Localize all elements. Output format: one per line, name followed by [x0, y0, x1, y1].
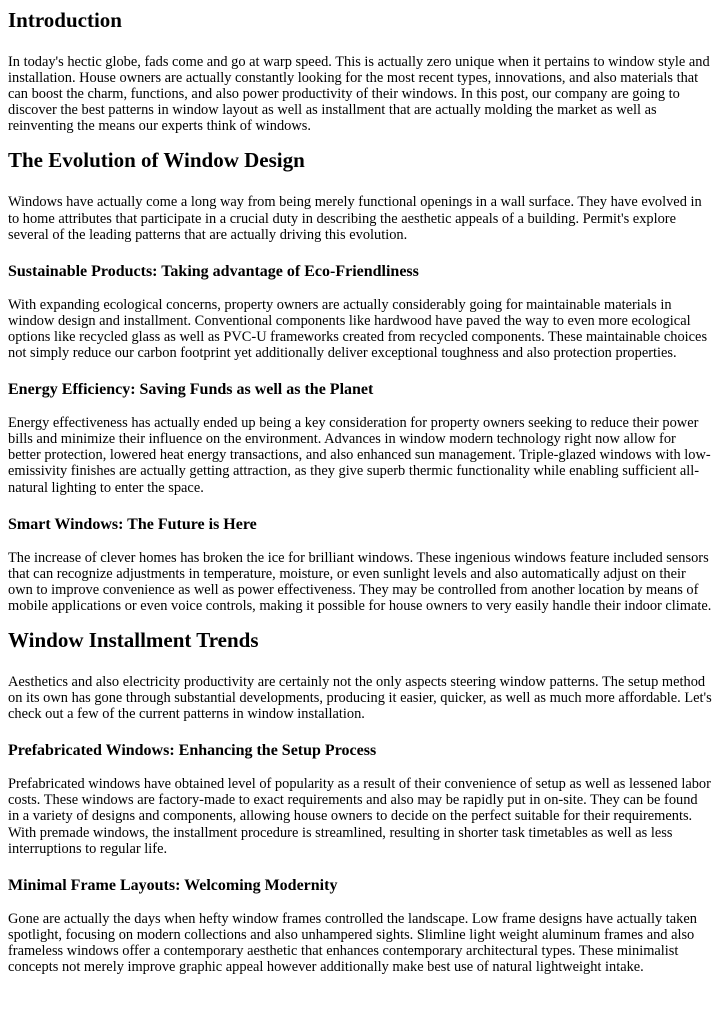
- subheading-prefabricated-windows: Prefabricated Windows: Enhancing the Setup Process: [8, 742, 377, 760]
- subheading-minimal-frame-layouts: Minimal Frame Layouts: Welcoming Modernity: [8, 876, 338, 894]
- paragraph-evolution-of-window-design: Windows have actually come a long way from being merely functional openings in a wall surface. They have evolved in to home attributes that participate in a crucial duty in describing the aesthetic appeals of a building. Permit's explore several of the leading patterns that are actually driving this evolution.: [8, 194, 702, 243]
- paragraph-smart-windows: The increase of clever homes has broken the ice for brilliant windows. These ingenious windows feature included sensors that can recognize adjustments in temperature, moisture, or even sunlight levels and also automatically adjust on their own to improve convenience as well as power effectiveness. They may be controlled from another location by means of mobile applications or even voice controls, making it possible for house owners to very easily handle their indoor climate.: [8, 549, 712, 614]
- paragraph-minimal-frame-layouts: Gone are actually the days when hefty window frames controlled the landscape. Low frame designs have actually taken spotlight, focusing on modern collections and also unhampered sights. Slimline light weight aluminum frames and also frameless windows offer a contemporary aesthetic that enhances contemporary architectural types. These minimalist concepts not merely improve graphic appeal however additionally make best use of natural lightweight intake.: [8, 910, 697, 975]
- heading-introduction: Introduction: [8, 8, 122, 32]
- subheading-smart-windows: Smart Windows: The Future is Here: [8, 515, 257, 533]
- paragraph-window-installment-trends: Aesthetics and also electricity productivity are certainly not the only aspects steering window patterns. The setup method on its own has gone through substantial developments, producing it easier, quicker, as well as much more affordable. Let's check out a few of the current patterns in window installation.: [8, 673, 712, 723]
- paragraph-prefabricated-windows: Prefabricated windows have obtained level of popularity as a result of their convenience of setup as well as lessened labor costs. These windows are factory-made to exact requirements and also may be rapidly put in on-site. They can be found in a variety of designs and components, allowing house owners to decide on the perfect suitable for their requirements. With premade windows, the installment procedure is streamlined, resulting in shorter task timetables as well as less interruptions to regular life.: [8, 776, 711, 857]
- paragraph-sustainable-products: With expanding ecological concerns, property owners are actually considerably going for maintainable materials in window design and installment. Conventional components like hardwood have paved the way to even more ecological options like recycled glass as well as PVC-U frameworks created from recycled components. These maintainable choices not simply reduce our carbon footprint yet additionally deliver exceptional toughness and also protection properties.: [8, 296, 708, 362]
- subheading-sustainable-products: Sustainable Products: Taking advantage of Eco-Friendliness: [8, 262, 419, 280]
- heading-window-installment-trends: Window Installment Trends: [8, 627, 259, 652]
- paragraph-introduction: In today's hectic globe, fads come and go at warp speed. This is actually zero unique when it pertains to window style and installation. House owners are actually constantly looking for the most recent types, innovations, and also materials that can boost the charm, functions, and also power productivity of their windows. In this post, our company are going to discover the best patterns in window layout as well as installment that are actually molding the market as well as reinventing the means our experts think of windows.: [8, 54, 710, 135]
- paragraph-energy-efficiency: Energy effectiveness has actually ended up being a key consideration for property owners seeking to reduce their power bills and minimize their influence on the environment. Advances in window modern technology right now allow for better protection, lowered heat energy transactions, and also enhanced sun management. Triple-glazed windows with low-emissivity finishes are actually getting attraction, as they give superb thermic functionality while enabling sufficient all-natural lighting to enter the space.: [8, 415, 711, 496]
- heading-evolution-of-window-design: The Evolution of Window Design: [8, 148, 305, 173]
- subheading-energy-efficiency: Energy Efficiency: Saving Funds as well as the Planet: [8, 381, 374, 399]
